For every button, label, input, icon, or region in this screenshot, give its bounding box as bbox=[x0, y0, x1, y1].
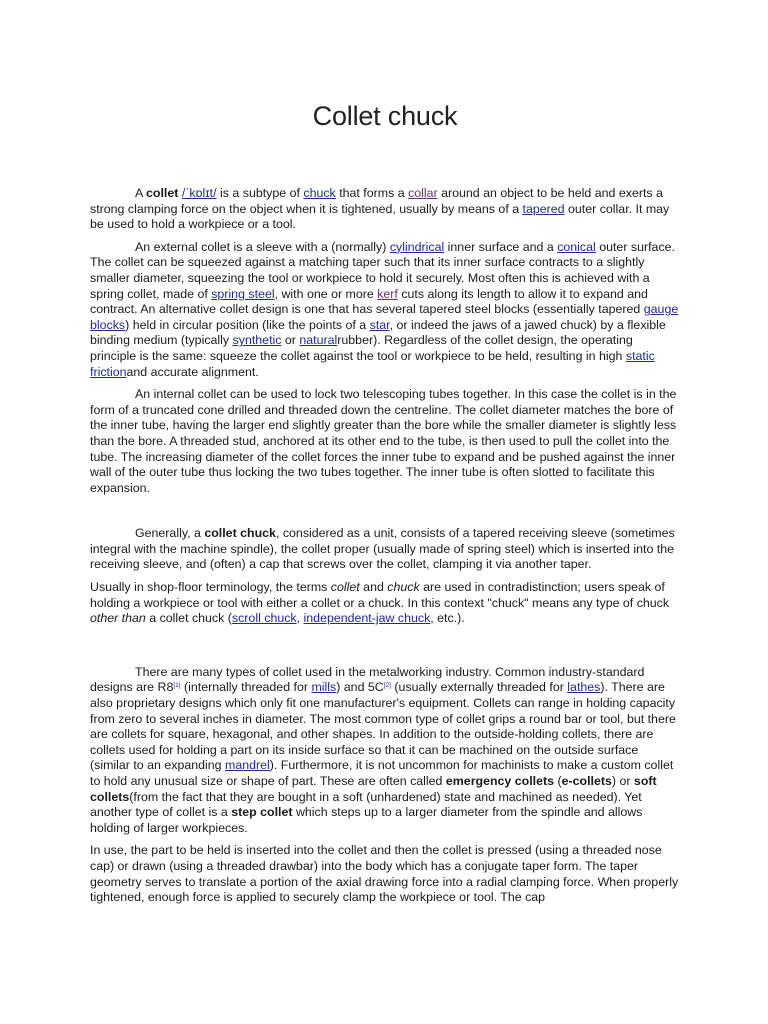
text: , with one or more bbox=[274, 286, 378, 301]
link-pronunciation[interactable]: /ˈkɒlɪt/ bbox=[181, 186, 217, 200]
text: (internally threaded for bbox=[180, 680, 312, 695]
citation-1[interactable]: [1] bbox=[173, 682, 181, 690]
paragraph-collet-chuck bbox=[90, 526, 680, 573]
bold-e-collets: e-collets bbox=[561, 774, 612, 788]
text: rubber). Regardless of the collet design, the operating principle is the same: squeeze the collet against the tool or workpiece to be held, resulting in high bbox=[90, 333, 633, 363]
text: and accurate alignment. bbox=[126, 364, 259, 379]
text: ) and 5C bbox=[336, 680, 384, 695]
paragraph-intro bbox=[90, 186, 680, 233]
paragraph-terminology bbox=[90, 580, 680, 627]
link-static-friction[interactable]: static friction bbox=[90, 348, 655, 379]
text: , considered as a unit, consists of a tapered receiving sleeve (sometimes integral with the machine spindle), the collet proper (usually made of spring steel) which is inserted into the receiving sleeve, and (often) a cap that screws over the collet, clamping it via another taper. bbox=[90, 526, 675, 572]
paragraph-external-collet bbox=[90, 240, 680, 380]
bold-emergency-collets: emergency collets bbox=[445, 774, 555, 788]
citation-2[interactable]: [2] bbox=[383, 682, 391, 690]
page-title: Collet chuck bbox=[312, 101, 458, 131]
text: that forms a bbox=[335, 186, 409, 200]
italic-term-chuck: chuck bbox=[387, 580, 420, 595]
text: outer surface. The collet can be squeezed against a matching taper such that its inner surface contracts to a slightly smaller diameter, squeezing the tool or workpiece to hold it securely. Most often this is achieved with a spring collet, made of bbox=[90, 239, 675, 301]
link-cylindrical[interactable]: cylindrical bbox=[389, 239, 445, 254]
link-synthetic[interactable]: synthetic bbox=[232, 333, 282, 348]
text: cuts along its length to allow it to expand and contract. An alternative collet design is one that has several tapered steel blocks (essentially tapered bbox=[90, 286, 648, 317]
text: There are many types of collet used in the metalworking industry. Common industry-standard designs are R8 bbox=[90, 664, 645, 695]
text: are used in contradistinction; users speak of holding a workpiece or tool with either a collet or a chuck. In this context "chuck" means any type of chuck bbox=[90, 580, 670, 610]
text: , or indeed the jaws of a jawed chuck) by a flexible binding medium (typically bbox=[90, 317, 666, 348]
link-spring-steel[interactable]: spring steel bbox=[211, 286, 275, 301]
paragraph-collet-types bbox=[90, 665, 680, 837]
bold-term-collet-chuck: collet chuck bbox=[204, 526, 276, 541]
link-star[interactable]: star bbox=[369, 317, 390, 332]
paragraph-internal-collet bbox=[90, 387, 680, 496]
link-independent-jaw-chuck[interactable]: independent-jaw chuck bbox=[303, 611, 431, 626]
text: around an object to be held and exerts a strong clamping force on the object when it is tightened, usually by means of a bbox=[90, 186, 663, 216]
text: An external collet is a sleeve with a (normally) bbox=[135, 239, 390, 254]
text: ( bbox=[554, 774, 562, 788]
text: ). There are also proprietary designs which only fit one manufacturer's equipment. Collets can range in holding capacity from zero to several inches in diameter. The most common type of collet grips a round bar or tool, but there are collets for square, hexagonal, and other shapes. In addition to the outside-holding collets, there are collets used for holding a part on its inside surface so that it can be machined on the outside surface (similar to an expanding bbox=[90, 680, 676, 773]
text: is a subtype of bbox=[216, 186, 304, 200]
link-natural[interactable]: natural bbox=[299, 333, 338, 348]
text: (usually externally threaded for bbox=[390, 680, 568, 695]
text: ) held in circular position (like the points of a bbox=[125, 317, 370, 332]
paragraph-in-use bbox=[90, 843, 680, 905]
text: In use, the part to be held is inserted into the collet and then the collet is pressed (using a threaded nose cap) or drawn (using a threaded drawbar) into the body which has a conjugate taper form. The taper geometry serves to translate a portion of the axial drawing force into a radial clamping force. When properly tightened, enough force is applied to securely clamp the workpiece or tool. The cap bbox=[90, 843, 679, 905]
document-page bbox=[90, 0, 680, 906]
link-lathes[interactable]: lathes bbox=[567, 680, 601, 695]
text: A bbox=[135, 186, 147, 200]
text: which steps up to a larger diameter from the spindle and allows holding of larger workpieces. bbox=[90, 805, 643, 835]
link-kerf[interactable]: kerf bbox=[377, 286, 398, 301]
text: ) or bbox=[611, 774, 634, 788]
text: ). Furthermore, it is not uncommon for machinists to make a custom collet to hold any unusual size or shape of part. These are often called bbox=[90, 758, 674, 788]
bold-term-collet: collet bbox=[146, 186, 179, 200]
link-conical[interactable]: conical bbox=[557, 239, 596, 254]
link-gauge-blocks[interactable]: gauge blocks bbox=[90, 302, 679, 332]
bold-soft-collets: soft collets bbox=[90, 774, 657, 804]
text: , etc.). bbox=[430, 611, 465, 626]
link-collar[interactable]: collar bbox=[408, 186, 438, 200]
italic-other-than: other than bbox=[90, 611, 146, 626]
link-mills[interactable]: mills bbox=[311, 680, 337, 695]
link-scroll-chuck[interactable]: scroll chuck bbox=[231, 611, 297, 626]
text: inner surface and a bbox=[444, 239, 558, 254]
text: , bbox=[296, 611, 304, 626]
bold-step-collet: step collet bbox=[231, 805, 293, 820]
text: or bbox=[281, 333, 300, 348]
text: (from the fact that they are bought in a soft (unhardened) state and machined as needed). Yet another type of collet is a bbox=[90, 789, 642, 820]
text: Generally, a bbox=[135, 526, 205, 541]
italic-term-collet: collet bbox=[330, 580, 360, 595]
text: a collet chuck ( bbox=[145, 611, 232, 626]
link-mandrel[interactable]: mandrel bbox=[225, 758, 270, 773]
link-tapered[interactable]: tapered bbox=[522, 201, 565, 216]
text: An internal collet can be used to lock two telescoping tubes together. In this case the collet is in the form of a truncated cone drilled and threaded down the centreline. The collet diameter matches the bore of the inner tube, having the larger end slightly greater than the bore while the smaller diameter is slightly less than the bore. A threaded stud, anchored at its other end to the tube, is then used to pull the collet into the tube. The increasing diameter of the collet forces the inner tube to expand and be pushed against the inner wall of the outer tube thus locking the two tubes together. The inner tube is often slotted to facilitate this expansion. bbox=[90, 387, 677, 495]
text: and bbox=[359, 580, 388, 595]
text: outer collar. It may be used to hold a workpiece or a tool. bbox=[90, 201, 670, 232]
text: Usually in shop-floor terminology, the terms bbox=[90, 580, 331, 595]
link-chuck[interactable]: chuck bbox=[303, 186, 336, 200]
